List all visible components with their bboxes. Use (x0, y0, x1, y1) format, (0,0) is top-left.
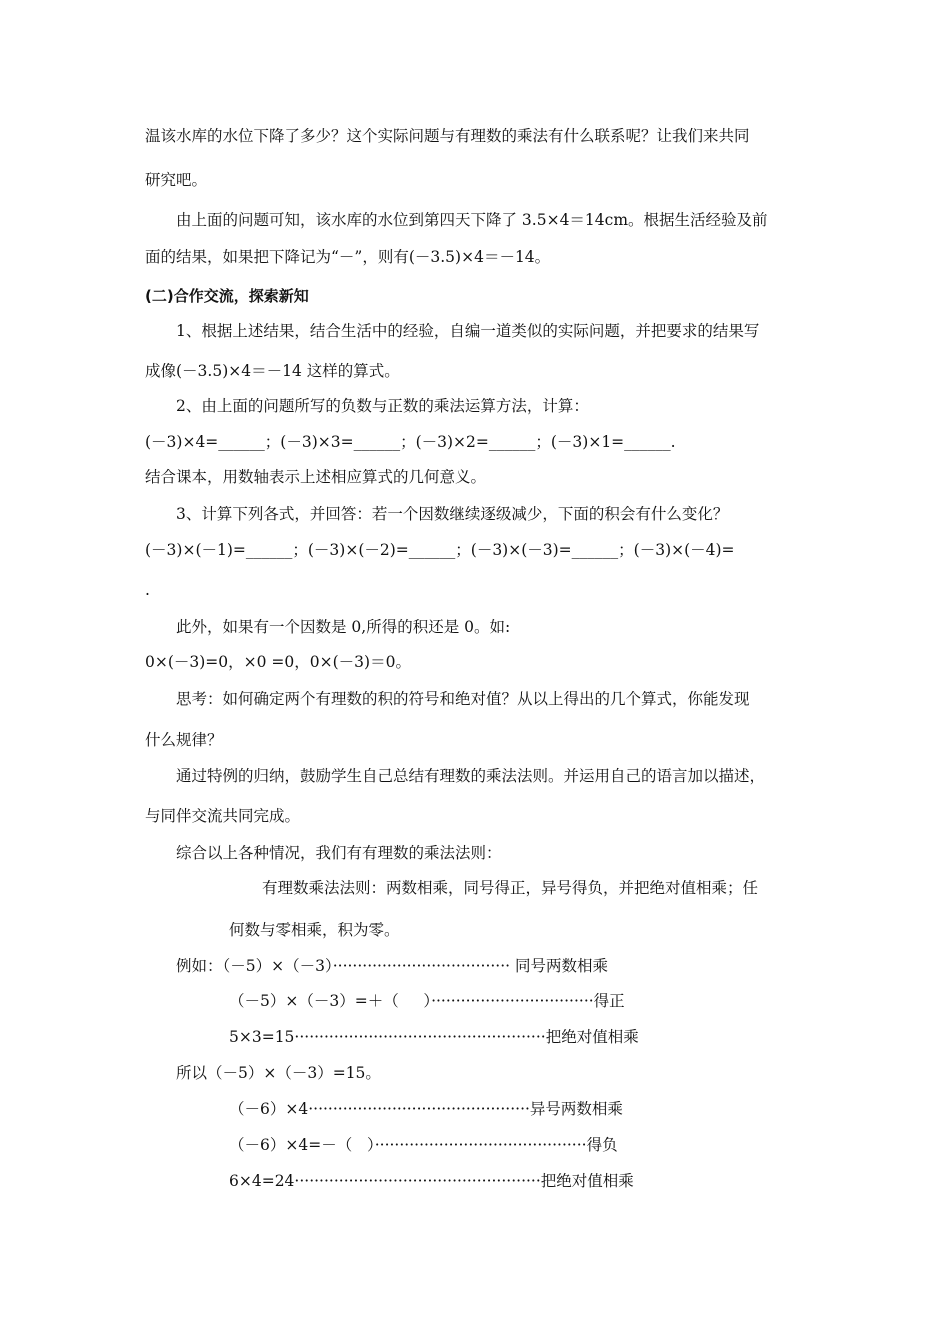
text-line: 与同伴交流共同完成。 (145, 807, 301, 825)
text-line: 3、计算下列各式，并回答：若一个因数继续逐级减少，下面的积会有什么变化？ (176, 505, 729, 523)
text-line: 成像(－3.5)×4＝－14 这样的算式。 (145, 362, 400, 380)
text-line: 此外，如果有一个因数是 0,所得的积还是 0。如: (176, 618, 511, 636)
text-line: 由上面的问题可知，该水库的水位到第四天下降了 3.5×4＝14cm。根据生活经验及前 (176, 211, 768, 229)
text-line: 什么规律？ (145, 731, 223, 749)
text-line: 面的结果，如果把下降记为“－”，则有(－3.5)×4＝－14。 (145, 248, 551, 266)
example-line: 5×3=15···················································把绝对值相乘 (229, 1028, 639, 1046)
text-line: 通过特例的归纳，鼓励学生自己总结有理数的乘法法则。并运用自己的语言加以描述， (176, 767, 766, 785)
text-line: 2、由上面的问题所写的负数与正数的乘法运算方法，计算： (176, 397, 589, 415)
section-heading: (二)合作交流，探索新知 (145, 287, 309, 305)
example-line: 所以（－5）×（－3）=15。 (176, 1064, 381, 1082)
text-line: 温该水库的水位下降了多少？这个实际问题与有理数的乘法有什么联系呢？让我们来共同 (145, 127, 750, 145)
example-line: 6×4=24··················································把绝对值相乘 (229, 1172, 634, 1190)
example-line: （－6）×4·············································异号两数相乘 (229, 1100, 623, 1118)
text-line: 0×(－3)=0，×0 =0，0×(－3)＝0。 (145, 653, 411, 671)
exercise-line: (－3)×4=______；(－3)×3=______；(－3)×2=______；(－3)×1=______. (145, 433, 676, 451)
text-line: . (145, 581, 150, 599)
text-line: 结合课本，用数轴表示上述相应算式的几何意义。 (145, 468, 487, 486)
exercise-line: (－3)×(－1)=______；(－3)×(－2)=______；(－3)×(－3)=______；(－3)×(－4)= (145, 541, 735, 559)
example-line: （－5）×（－3）=＋（ ）·································得正 (229, 992, 625, 1010)
text-line: 综合以上各种情况，我们有有理数的乘法法则： (176, 844, 502, 862)
example-line: （－6）×4=－（ ）···········································得负 (229, 1136, 618, 1154)
rule-line: 何数与零相乘，积为零。 (229, 921, 400, 939)
text-line: 研究吧。 (145, 171, 208, 189)
rule-line: 有理数乘法法则：两数相乘，同号得正，异号得负，并把绝对值相乘；任 (262, 879, 759, 897)
text-line: 1、根据上述结果，结合生活中的经验，自编一道类似的实际问题，并把要求的结果写 (176, 322, 760, 340)
text-line: 思考：如何确定两个有理数的积的符号和绝对值？从以上得出的几个算式，你能发现 (176, 690, 750, 708)
example-line: 例如：（－5）×（－3）···································· 同号两数相乘 (176, 957, 609, 975)
